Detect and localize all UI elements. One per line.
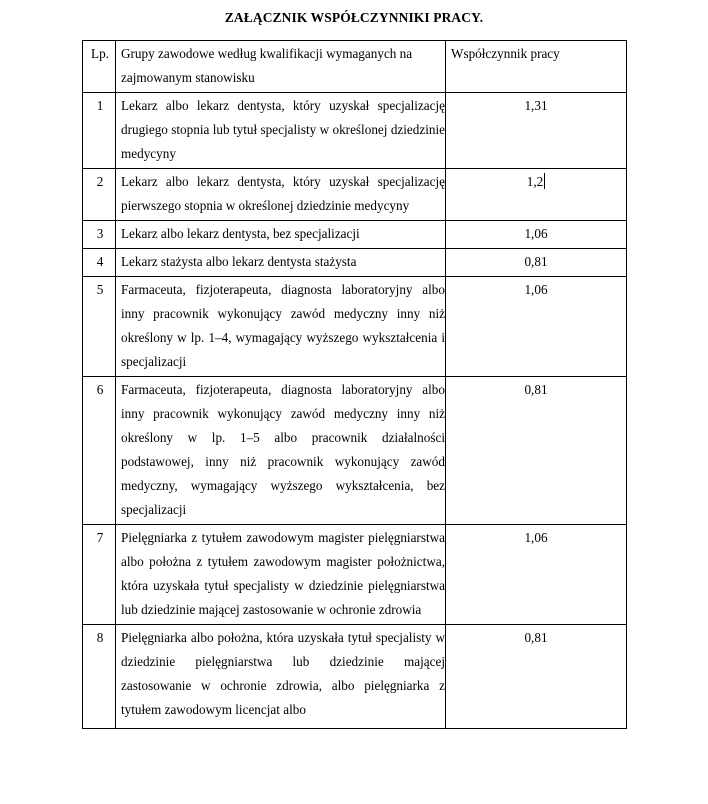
row-coefficient[interactable]: 0,81	[446, 249, 627, 277]
row-coefficient-cell[interactable]	[446, 169, 627, 221]
page-title: ZAŁĄCZNIK WSPÓŁCZYNNIKI PRACY.	[224, 10, 484, 25]
row-lp: 6	[83, 377, 116, 525]
table-row	[83, 93, 627, 169]
row-lp: 7	[83, 525, 116, 625]
row-group[interactable]: Farmaceuta, fizjoterapeuta, diagnosta laboratoryjny albo inny pracownik wykonujący zawód medyczny inny niż określony w lp. 1–5 albo pracownik działalności podstawowej, inny niż pracownik wykonujący zawód medyczny, wymagający wyższego wykształcenia, bez specjalizacji	[116, 377, 446, 525]
table-row	[83, 249, 627, 277]
row-lp: 3	[83, 221, 116, 249]
row-group[interactable]: Lekarz albo lekarz dentysta, bez specjalizacji	[116, 221, 446, 249]
table-row	[83, 221, 627, 249]
row-group[interactable]: Farmaceuta, fizjoterapeuta, diagnosta laboratoryjny albo inny pracownik wykonujący zawód medyczny inny niż określony w lp. 1–4, wymagający wyższego wykształcenia i specjalizacji	[116, 277, 446, 377]
row-lp: 5	[83, 277, 116, 377]
row-coefficient[interactable]: 1,2	[526, 174, 544, 189]
table-row	[83, 625, 627, 729]
text-cursor	[544, 173, 545, 189]
header-coefficient: Współczynnik pracy	[446, 41, 627, 93]
coefficients-table	[82, 40, 627, 729]
row-group[interactable]: Lekarz stażysta albo lekarz dentysta stażysta	[116, 249, 446, 277]
row-group[interactable]: Lekarz albo lekarz dentysta, który uzyskał specjalizację drugiego stopnia lub tytuł specjalisty w określonej dziedzinie medycyny	[116, 93, 446, 169]
row-lp: 2	[83, 169, 116, 221]
row-lp: 8	[83, 625, 116, 729]
row-group[interactable]: Pielęgniarka z tytułem zawodowym magister pielęgniarstwa albo położna z tytułem zawodowym magister położnictwa, która uzyskała tytuł specjalisty w dziedzinie pielęgniarstwa lub dziedzinie mającej zastosowanie w ochronie zdrowia	[116, 525, 446, 625]
table-row	[83, 525, 627, 625]
row-coefficient[interactable]: 1,06	[446, 221, 627, 249]
row-coefficient[interactable]: 1,06	[446, 277, 627, 377]
table-header-row	[83, 41, 627, 93]
row-group[interactable]: Pielęgniarka albo położna, która uzyskała tytuł specjalisty w dziedzinie pielęgniarstwa lub dziedzinie mającej zastosowanie w ochronie zdrowia, albo pielęgniarka z tytułem zawodowym licencjat albo	[121, 630, 445, 717]
row-coefficient[interactable]: 1,06	[446, 525, 627, 625]
row-coefficient[interactable]: 1,31	[446, 93, 627, 169]
row-group[interactable]: Lekarz albo lekarz dentysta, który uzyskał specjalizację pierwszego stopnia w określonej dziedzinie medycyny	[116, 169, 446, 221]
header-lp: Lp.	[83, 41, 116, 93]
row-coefficient[interactable]: 0,81	[446, 377, 627, 525]
header-group: Grupy zawodowe według kwalifikacji wymaganych na zajmowanym stanowisku	[116, 41, 446, 93]
table-row	[83, 277, 627, 377]
row-coefficient[interactable]: 0,81	[446, 625, 627, 729]
table-row	[83, 377, 627, 525]
row-group-cell[interactable]	[116, 625, 446, 729]
table-row	[83, 169, 627, 221]
row-lp: 4	[83, 249, 116, 277]
row-lp: 1	[83, 93, 116, 169]
